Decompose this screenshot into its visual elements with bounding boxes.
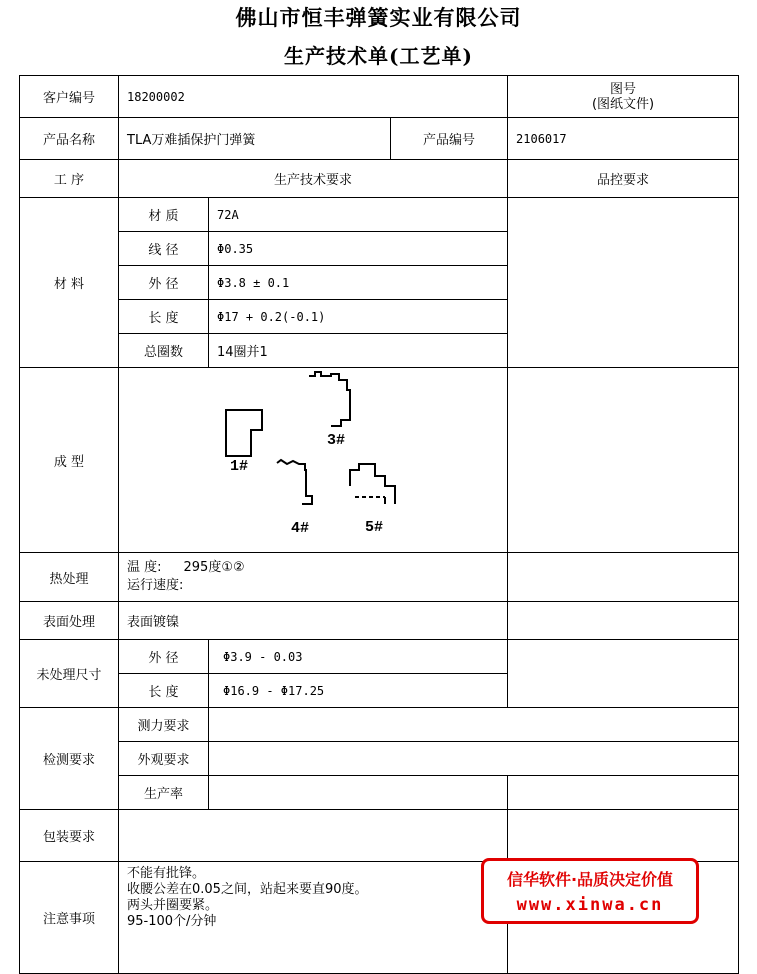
material-value: Φ0.35 [209,232,508,266]
forming-drawings [119,368,508,553]
untreated-name: 长 度 [119,674,209,708]
packing-label: 包装要求 [20,810,119,862]
shape-1-label: 1# [230,458,249,475]
untreated-quality [508,640,739,708]
material-value: Φ17 + 0.2(-0.1) [209,300,508,334]
stamp-url: www.xinwa.cn [516,895,664,915]
process-header: 工 序 [20,160,119,198]
shape-1-outline [226,410,262,456]
untreated-name: 外 径 [119,640,209,674]
heat-label: 热处理 [20,553,119,602]
inspection-row [20,742,739,776]
column-header-row [20,160,739,198]
forming-row [20,368,739,553]
forming-label: 成 型 [20,368,119,553]
untreated-row [20,640,739,674]
company-name: 佛山市恒丰弹簧实业有限公司 [235,5,522,30]
material-value: 14圈并1 [209,334,508,368]
material-quality [508,198,739,368]
shape-3-outline [309,372,350,426]
product-name-label: 产品名称 [20,118,119,160]
untreated-value: Φ3.9 - 0.03 [209,640,508,674]
inspection-row [20,776,739,810]
requirements-header: 生产技术要求 [119,160,508,198]
material-name: 外 径 [119,266,209,300]
inspection-quality [508,776,739,810]
stamp-slogan: 信华软件·品质决定价值 [506,870,674,889]
document-title: 生产技术单(工艺单) [284,44,473,68]
surface-quality [508,602,739,640]
inspection-value [209,742,739,776]
note-line: 不能有批锋。 [127,866,206,881]
temp-label: 温 度: [127,560,162,575]
packing-quality [508,810,739,862]
inspection-item: 测力要求 [119,708,209,742]
notes-label: 注意事项 [20,862,119,974]
inspection-item: 生产率 [119,776,209,810]
material-name: 总圈数 [119,334,209,368]
note-line: 收腰公差在0.05之间，站起来要直90度。 [127,882,368,897]
drawing-label: 图号 (图纸文件) [508,76,739,118]
material-row [20,198,739,232]
heat-details [119,553,508,602]
surface-label: 表面处理 [20,602,119,640]
inspection-value [209,776,508,810]
product-name-value: TLA万难插保护门弹簧 [119,118,391,160]
speed-label: 运行速度: [127,578,184,593]
shape-4-label: 4# [291,520,310,537]
product-row [20,118,739,160]
surface-row [20,602,739,640]
shape-5-label: 5# [365,519,384,536]
material-label: 材 料 [20,198,119,368]
inspection-value [209,708,739,742]
surface-value: 表面镀镍 [119,602,508,640]
customer-no-label: 客户编号 [20,76,119,118]
shape-3-label: 3# [327,432,346,449]
material-name: 线 径 [119,232,209,266]
packing-row [20,810,739,862]
material-value: Φ3.8 ± 0.1 [209,266,508,300]
forming-quality [508,368,739,553]
heat-quality [508,553,739,602]
packing-value [119,810,508,862]
material-name: 长 度 [119,300,209,334]
customer-row [20,76,739,118]
heat-row [20,553,739,602]
inspection-row [20,708,739,742]
untreated-label: 未处理尺寸 [20,640,119,708]
shape-4-outline [277,460,312,504]
inspection-label: 检测要求 [20,708,119,810]
notes-content [119,862,508,974]
note-line: 95-100个/分钟 [127,914,217,929]
product-no-value: 2106017 [508,118,739,160]
quality-header: 品控要求 [508,160,739,198]
material-name: 材 质 [119,198,209,232]
customer-no-value: 18200002 [119,76,508,118]
process-sheet-table [19,75,739,974]
product-no-label: 产品编号 [391,118,508,160]
note-line: 两头并圈要紧。 [127,898,219,913]
untreated-value: Φ16.9 - Φ17.25 [209,674,508,708]
inspection-item: 外观要求 [119,742,209,776]
spring-shapes-drawing [119,368,508,548]
temp-value: 295度①② [183,560,245,575]
watermark-stamp [481,858,699,924]
material-value: 72A [209,198,508,232]
